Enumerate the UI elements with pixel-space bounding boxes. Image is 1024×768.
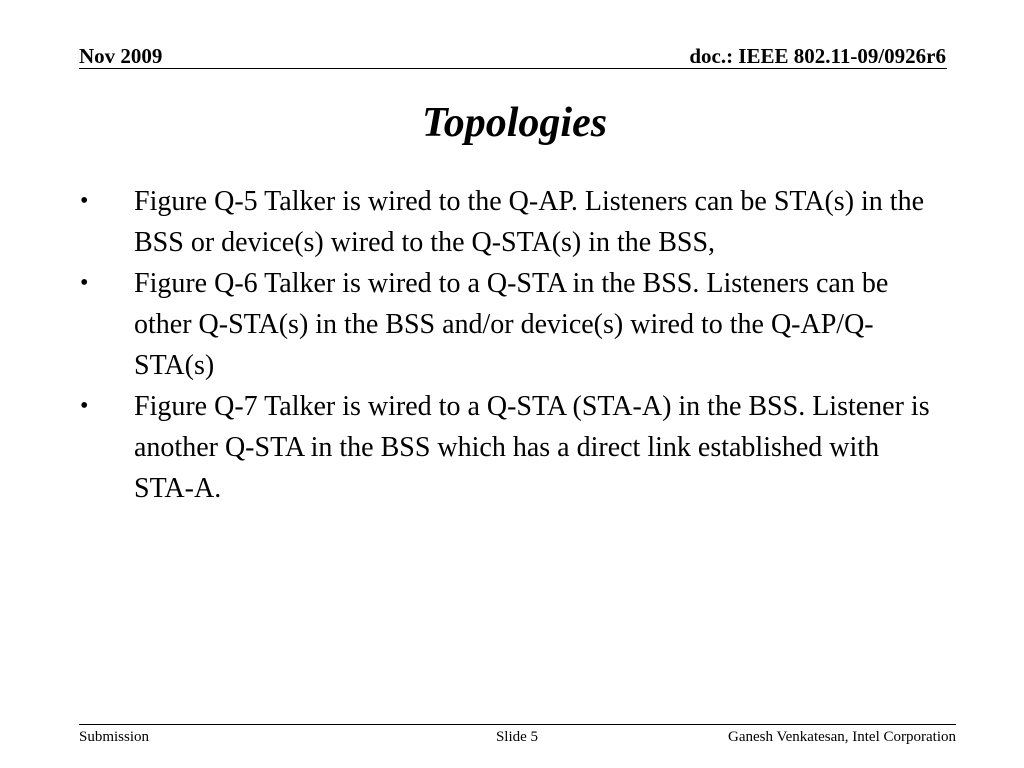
footer-slide-number: Slide 5 — [495, 729, 539, 745]
bullet-text: Figure Q-6 Talker is wired to a Q-STA in the BSS. Listeners can be other Q-STA(s) in the BSS and/or device(s) wired to the Q-AP/Q-STA(s) — [134, 268, 889, 381]
bullet-marker: • — [80, 393, 89, 419]
bullet-text: Figure Q-7 Talker is wired to a Q-STA (STA-A) in the BSS. Listener is another Q-STA in the BSS which has a direct link established with STA-A. — [134, 391, 930, 504]
bullet-text: Figure Q-5 Talker is wired to the Q-AP. Listeners can be STA(s) in the BSS or device(s) wired to the Q-STA(s) in the BSS, — [134, 186, 925, 258]
header-document-id: doc.: IEEE 802.11-09/0926r6 — [689, 44, 946, 68]
header-date: Nov 2009 — [79, 44, 163, 68]
bullet-marker: • — [80, 270, 89, 296]
bullet-item — [80, 181, 930, 263]
header-divider — [79, 68, 947, 69]
slide-title: Topologies — [421, 100, 608, 146]
footer-submission: Submission — [79, 729, 150, 745]
bullet-item — [80, 386, 930, 509]
bullet-list — [80, 181, 930, 509]
footer-divider — [79, 724, 956, 725]
bullet-marker: • — [80, 188, 89, 214]
footer-author: Ganesh Venkatesan, Intel Corporation — [728, 729, 956, 745]
bullet-item — [80, 263, 930, 386]
